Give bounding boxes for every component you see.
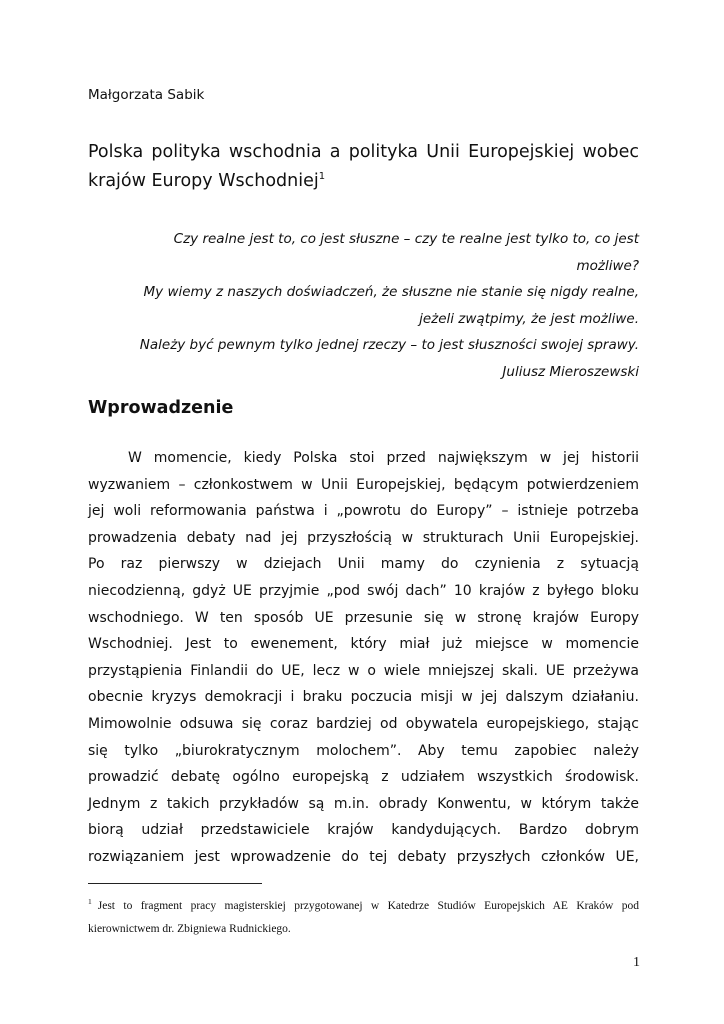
author-name: Małgorzata Sabik [88,87,205,103]
footnote-line: kierownictwem dr. Zbigniewa Rudnickiego. [88,923,291,935]
body-line: prowadzenia debaty nad jej przyszłością w strukturach Unii Europejskiej. [88,529,639,546]
body-line: Po raz pierwszy w dziejach Unii mamy do czynienia z sytuacją [88,556,639,573]
body-line: wyzwaniem – członkostwem w Unii Europejskiej, będącym potwierdzeniem [88,476,639,493]
body-line: wschodniego. W ten sposób UE przesunie się w stronę krajów Europy [88,609,639,626]
footnote-text: Jest to fragment pracy magisterskiej przygotowanej w Katedrze Studiów Europejskich AE Kraków pod [97,900,639,912]
epigraph-line: możliwe? [576,257,639,274]
body-line: obecnie kryzys demokracji i braku poczucia misji w jej dalszym działaniu. [88,689,639,706]
body-line: przystąpienia Finlandii do UE, lecz w o wiele mniejszej skali. UE przeżywa [88,662,639,679]
section-heading: Wprowadzenie [88,398,234,418]
epigraph-line: Czy realne jest to, co jest słuszne – czy te realne jest tylko to, co jest [173,231,639,247]
body-line: Jednym z takich przykładów są m.in. obrady Konwentu, w którym także [88,795,639,812]
body-line: się tylko „biurokratycznym molochem”. Aby temu zapobiec należy [88,742,639,759]
epigraph [88,226,639,385]
body-line: Wschodniej. Jest to ewenement, który miał już miejsce w momencie [88,636,639,653]
title-text: Polska polityka wschodnia a polityka Unii Europejskiej wobec krajów Europy Wschodniej [88,142,639,191]
body-line: jej woli reformowania państwa i „powrotu do Europy” – istnieje potrzeba [88,503,639,520]
epigraph-line: jeżeli zwątpimy, że jest możliwe. [419,310,639,327]
document-title [88,138,639,196]
epigraph-line: Należy być pewnym tylko jednej rzeczy – to jest słuszności swojej sprawy. [139,337,639,353]
body-line: Mimowolnie odsuwa się coraz bardziej od obywatela europejskiego, stając [88,715,639,732]
epigraph-line: My wiemy z naszych doświadczeń, że słuszne nie stanie się nigdy realne, [143,284,639,300]
footnote-marker: 1 [88,897,92,907]
footnote-line [88,895,639,918]
body-paragraph [88,445,639,871]
footnote [88,895,639,941]
body-line: prowadzić debatę ogólno europejską z udziałem wszystkich środowisk. [88,769,639,786]
body-line: biorą udział przedstawiciele krajów kandydujących. Bardzo dobrym [88,822,639,839]
epigraph-attribution: Juliusz Mieroszewski [502,363,639,380]
page-number: 1 [633,955,640,970]
body-line: rozwiązaniem jest wprowadzenie do tej debaty przyszłych członków UE, [88,848,639,865]
title-footnote-marker[interactable]: 1 [318,171,326,183]
body-line: niecodzienną, gdyż UE przyjmie „pod swój dach” 10 krajów z byłego bloku [88,582,639,599]
body-line: W momencie, kiedy Polska stoi przed największym w jej historii [128,450,639,466]
footnote-separator [88,883,262,884]
